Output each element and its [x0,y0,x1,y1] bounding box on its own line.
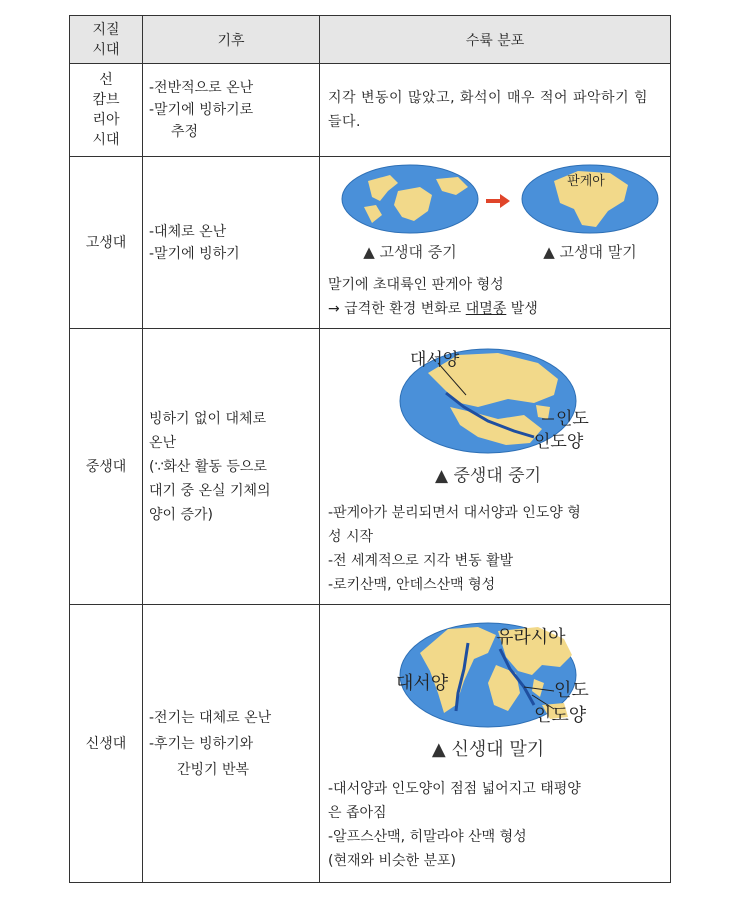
era-paleozoic: 고생대 [70,157,143,329]
distribution-paleozoic [320,157,671,329]
atlantic-label: 대서양 [410,350,460,370]
paleozoic-late-caption: ▲ 고생대 말기 [543,243,637,261]
mass-extinction-term: 대멸종 [465,301,507,317]
header-distribution: 수륙 분포 [320,16,671,64]
distribution-line: 은 좁아짐 [328,805,387,821]
eurasia-label: 유라시아 [496,627,566,648]
header-climate: 기후 [143,16,320,64]
row-precambrian [70,64,671,157]
pangaea-label: 판게아 [567,174,605,189]
distribution-cenozoic [320,605,671,883]
climate-line: -전기는 대체로 온난 [149,709,272,726]
distribution-line: 성 시작 [328,529,374,545]
climate-line: -대체로 온난 [149,223,227,240]
distribution-line: -전 세계적으로 지각 변동 활발 [328,553,514,569]
cenozoic-caption: ▲ 신생대 말기 [431,739,545,760]
paleozoic-map-pair [328,161,663,273]
climate-line: (∵화산 활동 등으로 [149,458,267,475]
mesozoic-map [328,333,663,493]
header-row [70,16,671,64]
climate-precambrian [143,64,320,157]
era-precambrian: 선 캄브 리아 시대 [70,64,143,157]
climate-paleozoic [143,157,320,329]
distribution-line [328,297,662,321]
era-cenozoic: 신생대 [70,605,143,883]
distribution-line: -대서양과 인도양이 점점 넓어지고 태평양 [328,781,581,797]
header-era: 지질 시대 [70,16,143,64]
mesozoic-caption: ▲ 중생대 중기 [435,466,541,486]
climate-cenozoic [143,605,320,883]
distribution-text: 발생 [506,301,538,317]
india-label: 인도 [554,680,589,701]
climate-line: 온난 [149,434,177,451]
distribution-mesozoic [320,329,671,605]
climate-line: 간빙기 반복 [177,761,250,778]
indian-ocean-label: 인도양 [534,432,584,452]
atlantic-label: 대서양 [396,673,449,694]
climate-line: 대기 중 온실 기체의 [149,482,271,499]
arrow-icon [486,194,510,208]
distribution-line: -로키산맥, 안데스산맥 형성 [328,577,496,593]
climate-mesozoic [143,329,320,605]
climate-line: -말기에 빙하기로 [149,102,254,118]
distribution-line: 말기에 초대륙인 판게아 형성 [328,277,504,293]
climate-line: 양이 증가) [149,506,214,523]
indian-ocean-label: 인도양 [534,705,587,726]
distribution-line: -판게아가 분리되면서 대서양과 인도양 형 [328,505,581,521]
row-paleozoic [70,157,671,329]
paleozoic-mid-caption: ▲ 고생대 중기 [363,243,457,261]
climate-line: -후기는 빙하기와 [149,735,254,752]
cenozoic-map [328,609,663,769]
climate-line: 추정 [171,124,199,140]
distribution-precambrian: 지각 변동이 많았고, 화석이 매우 적어 파악하기 힘들다. [320,64,671,157]
climate-line: 빙하기 없이 대체로 [149,410,267,427]
era-mesozoic: 중생대 [70,329,143,605]
geologic-era-table [69,15,671,883]
row-cenozoic [70,605,671,883]
distribution-text: → 급격한 환경 변화로 [328,301,466,317]
row-mesozoic [70,329,671,605]
climate-line: -전반적으로 온난 [149,80,254,96]
distribution-line: -알프스산맥, 히말라야 산맥 형성 [328,829,527,845]
distribution-line: (현재와 비슷한 분포) [328,853,457,869]
paleozoic-maps [328,161,662,273]
india-label: 인도 [556,409,589,429]
climate-line: -말기에 빙하기 [149,245,240,262]
paleozoic-mid-map [342,165,478,233]
